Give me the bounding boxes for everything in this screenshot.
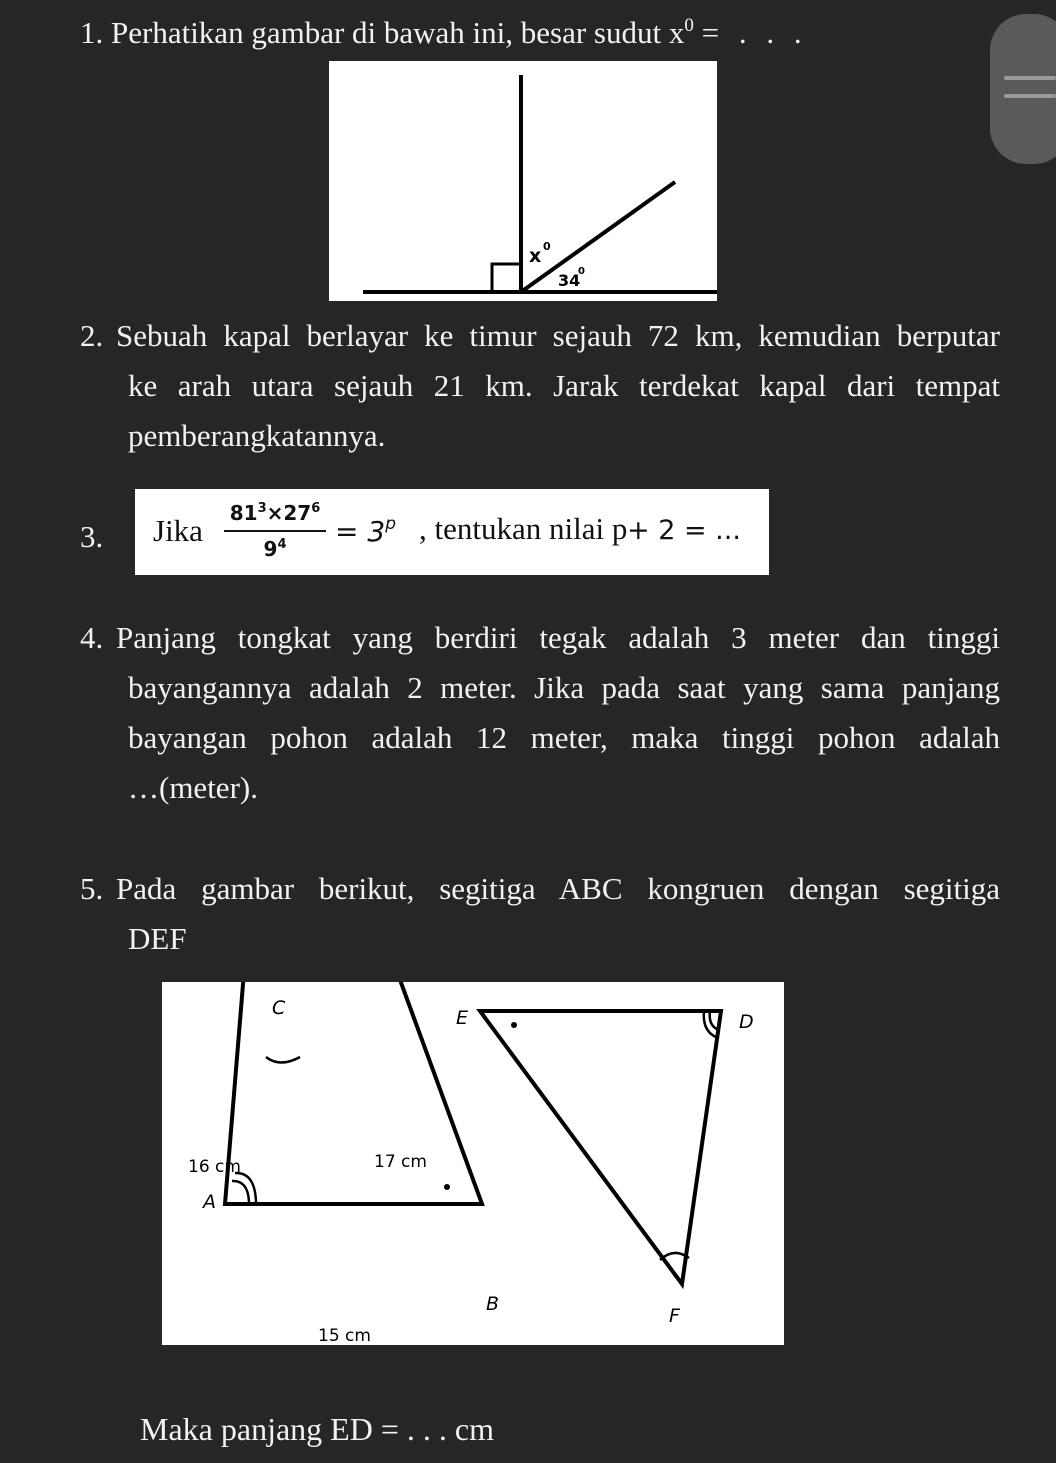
grip-line-icon (1004, 76, 1056, 80)
question-5-number: 5. (80, 871, 104, 906)
vertex-d-label: D (739, 1011, 754, 1033)
fraction (220, 499, 330, 563)
question-1-sup: 0 (684, 15, 694, 36)
question-3-number: 3. (80, 519, 104, 554)
vertex-c-label: C (272, 997, 286, 1019)
fraction-numerator: $81^3\times 27^6$ (229, 501, 321, 525)
fraction-bar (224, 530, 326, 532)
grip-line-icon (1004, 94, 1056, 98)
question-3-prompt: , tentukan nilai p (419, 511, 628, 546)
triangle-def (480, 1011, 721, 1284)
equation-right-side: = $3^p$ (335, 514, 396, 548)
vertex-a-label: A (203, 1191, 216, 1213)
question-2-number: 2. (80, 318, 104, 353)
question-5-line-2: DEF (128, 921, 187, 956)
question-2-line-3: pemberangkatannya. (128, 418, 386, 453)
question-4-line-1: Panjang tongkat yang berdiri tegak adalah 3 meter dan tinggi (116, 620, 1000, 655)
side-cb-label: 17 cm (374, 1152, 427, 1172)
question-2-line-2: ke arah utara sejauh 21 km. Jarak terdekat kapal dari tempat (128, 368, 1000, 403)
angle-34-sup: 0 (578, 266, 585, 277)
question-4-number: 4. (80, 620, 104, 655)
angle-c-arc (266, 1057, 300, 1063)
side-ab-label: 15 cm (318, 1326, 371, 1345)
angle-34-label: 34 (558, 271, 581, 290)
question-1-number: 1. (80, 15, 104, 50)
angle-b-dot (444, 1184, 450, 1190)
angle-e-dot (511, 1022, 517, 1028)
angle-a-arc-2 (232, 1181, 249, 1202)
question-4-line-4: …(meter). (128, 770, 258, 805)
angle-figure-svg (329, 61, 717, 301)
scroll-handle[interactable] (990, 14, 1056, 164)
question-2-line-1: Sebuah kapal berlayar ke timur sejauh 72 km, kemudian berputar (116, 318, 1000, 353)
question-5-line-1: Pada gambar berikut, segitiga ABC kongruen dengan segitiga (116, 871, 1000, 906)
vertex-e-label: E (456, 1007, 469, 1029)
question-1-tail: = . . . (701, 15, 808, 50)
triangles-figure (162, 982, 784, 1345)
question-5-final: Maka panjang ED = . . . cm (140, 1411, 494, 1447)
question-3-box (135, 489, 769, 575)
question-4-line-2: bayangannya adalah 2 meter. Jika pada saat yang sama panjang (128, 670, 1000, 705)
angle-x-label: x (529, 245, 542, 267)
triangle-abc (225, 982, 482, 1204)
angle-x-sup: 0 (543, 240, 551, 253)
question-4-line-3: bayangan pohon adalah 12 meter, maka tinggi pohon adalah (128, 720, 1000, 755)
angle-figure (329, 61, 717, 301)
vertex-b-label: B (486, 1293, 500, 1315)
question-1-prompt: Perhatikan gambar di bawah ini, besar sudut x (111, 15, 685, 50)
question-1-text (80, 8, 808, 58)
jika-label: Jika (153, 513, 203, 548)
question-3-expression: + 2 = ... (627, 515, 741, 546)
fraction-denominator: $9^4$ (263, 537, 287, 561)
slanted-ray (521, 182, 675, 292)
triangles-figure-svg (162, 982, 784, 1345)
side-ac-label: 16 cm (188, 1157, 241, 1177)
right-angle-marker (492, 264, 521, 292)
vertex-f-label: F (669, 1305, 680, 1327)
